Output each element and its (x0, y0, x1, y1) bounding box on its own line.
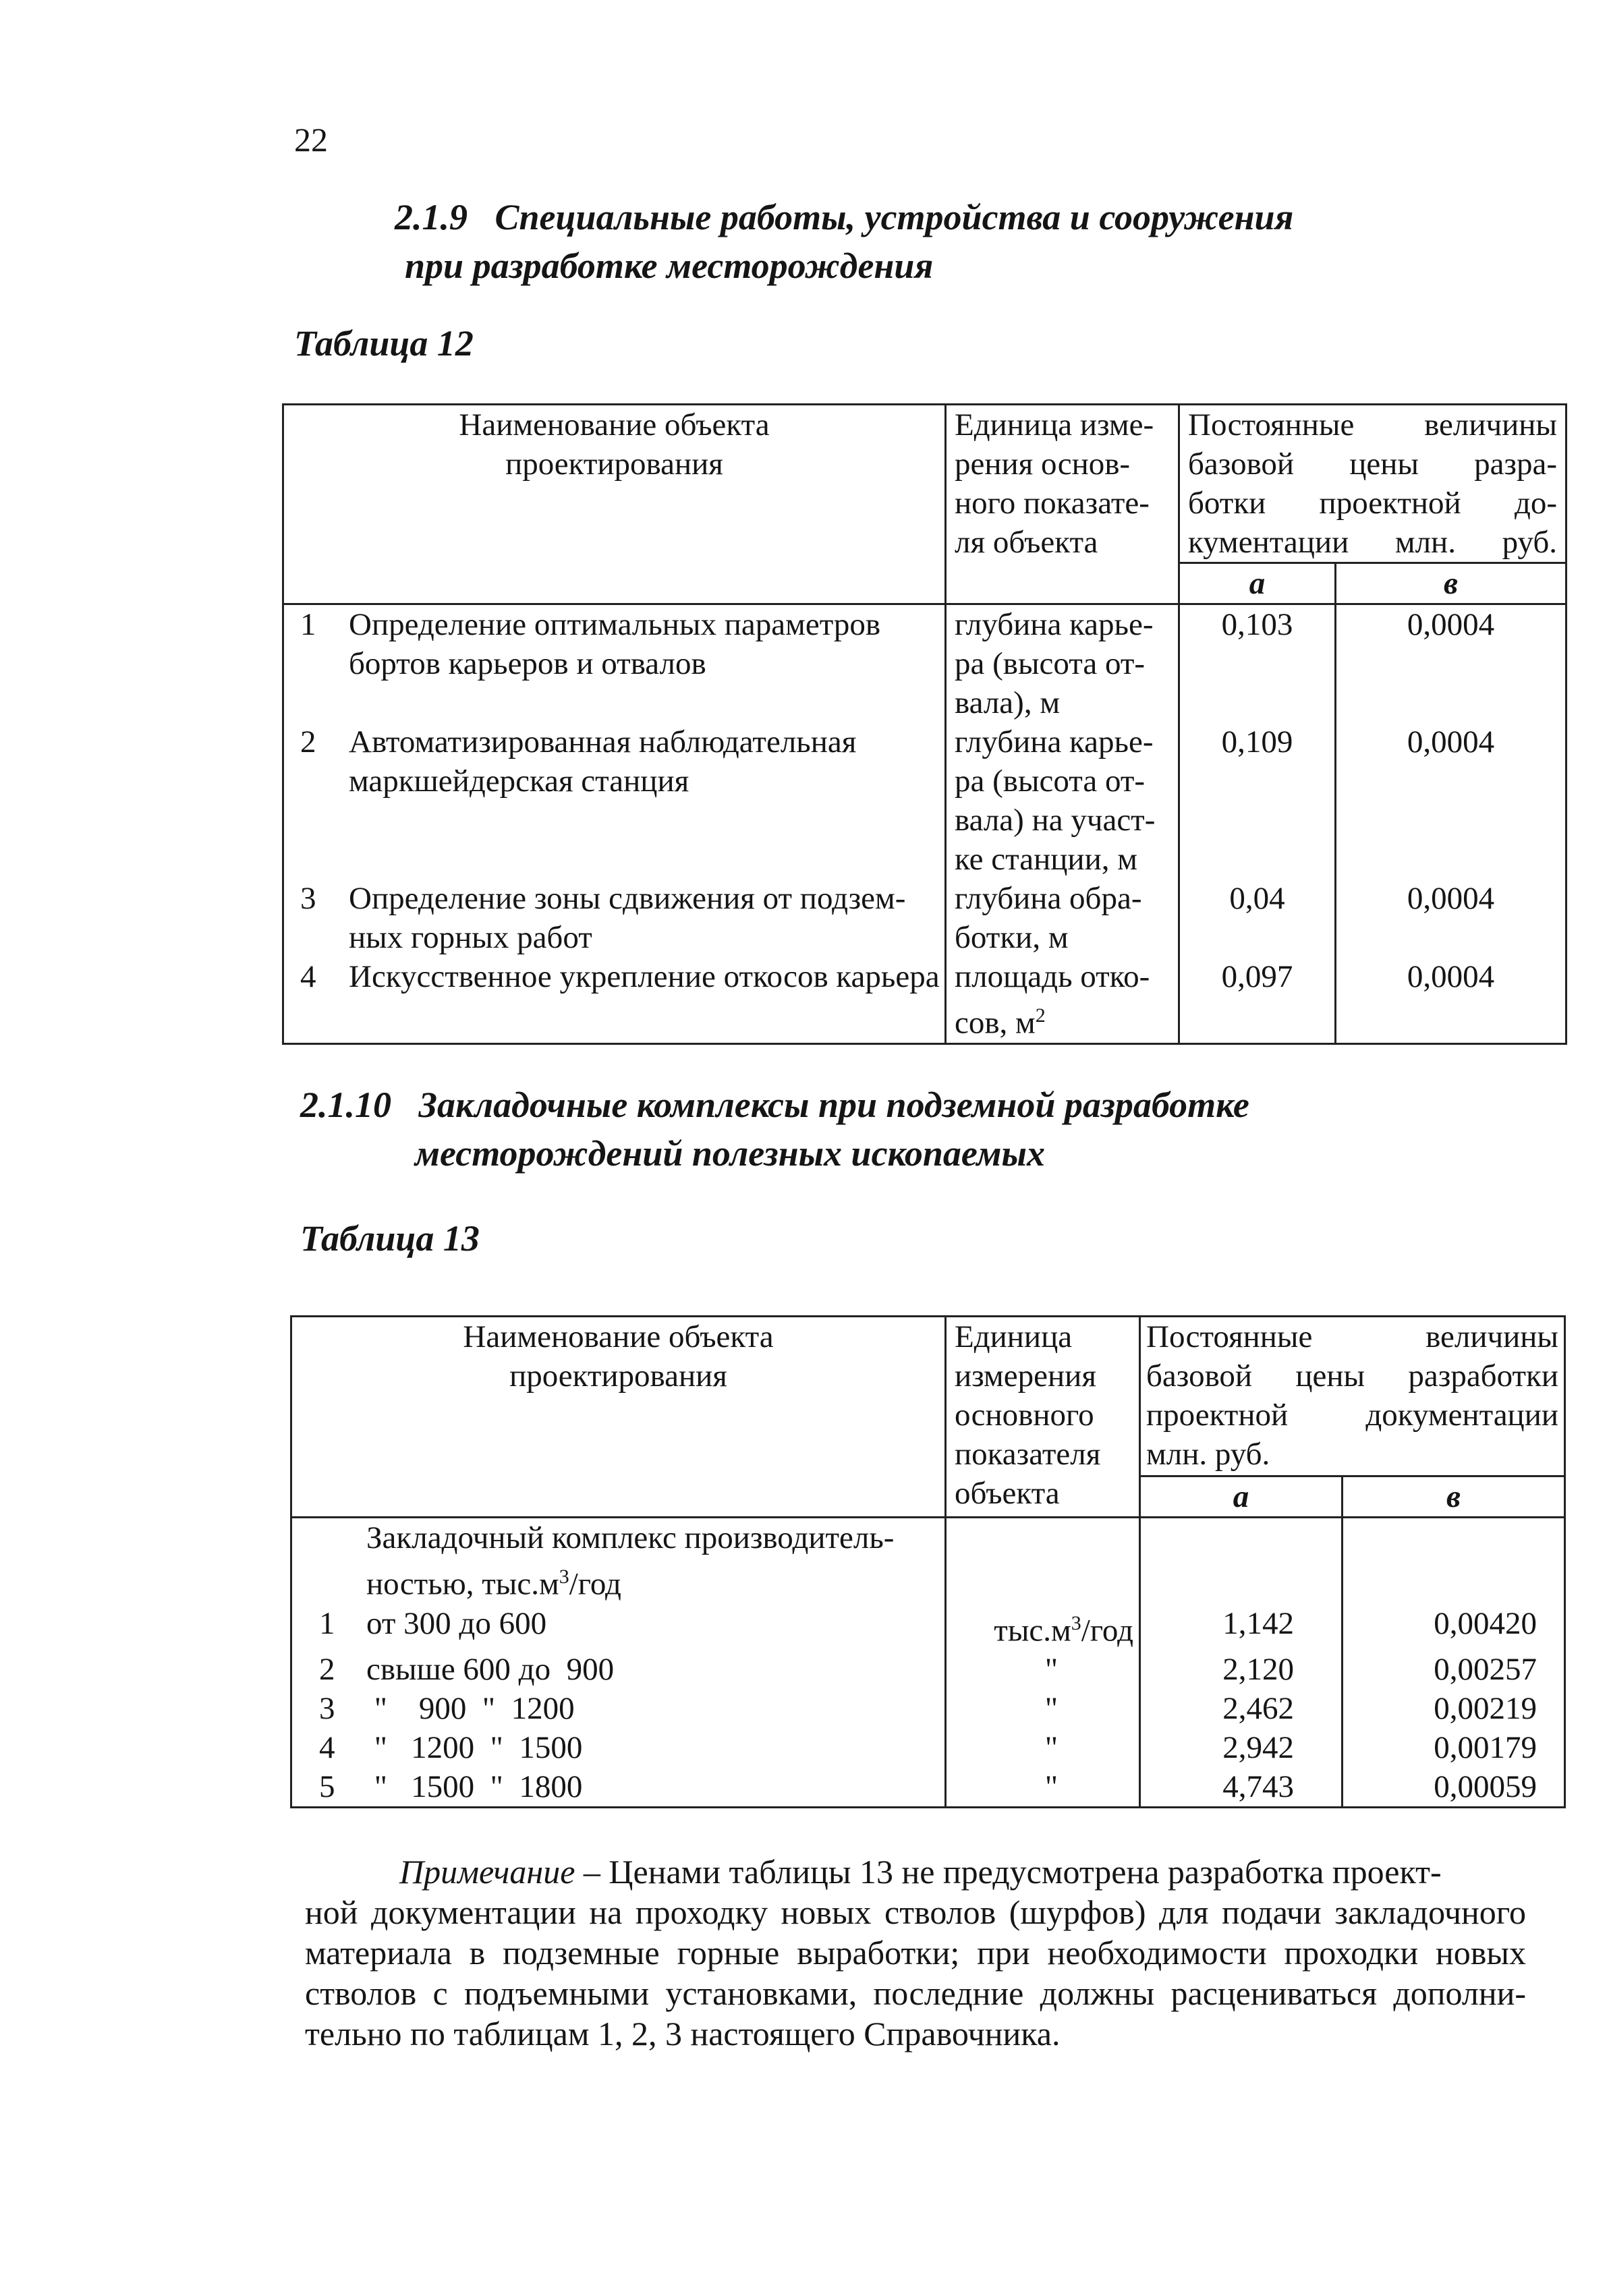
table-row (283, 604, 1566, 723)
row-unit: $тыс.м^3$/год (946, 1604, 1140, 1651)
row-a: 0,04 (1179, 879, 1336, 957)
header-b: в (1336, 563, 1566, 604)
row-b: 0,00179 (1343, 1728, 1565, 1767)
row-b: 0,00219 (1343, 1689, 1565, 1728)
table-row (291, 1650, 1565, 1689)
section-title: Закладочные комплексы при подземной разработке (418, 1085, 1249, 1125)
table-13 (290, 1315, 1566, 1808)
section-heading-2110-line2: месторождений полезных ископаемых (415, 1133, 1045, 1174)
row-unit: площадь отко- сов, $м^2$ (946, 957, 1179, 1043)
table-row (291, 1689, 1565, 1728)
row-name: 4 Искусственное укрепление откосов карьера (283, 957, 946, 1043)
table-row (291, 1604, 1565, 1651)
row-a: 4,743 (1140, 1767, 1343, 1808)
row-name: 5 " 1500 " 1800 (291, 1767, 946, 1808)
row-b: 0,00059 (1343, 1767, 1565, 1808)
header-a: а (1179, 563, 1336, 604)
table-group-row (291, 1518, 1565, 1604)
row-b: 0,00420 (1343, 1604, 1565, 1651)
row-unit: " (946, 1767, 1140, 1808)
header-unit: Единица измерения основного показателя объекта (946, 1317, 1140, 1518)
table-row (283, 879, 1566, 957)
note-line: материала в подземные горные выработки; при необходимости проходки новых (305, 1934, 1526, 1972)
row-unit: глубина карье- ра (высота от- вала) на участ- ке станции, м (946, 722, 1179, 879)
table13-caption: Таблица 13 (300, 1218, 480, 1259)
row-name: 1 Определение оптимальных параметров бортов карьеров и отвалов (283, 604, 946, 723)
row-unit: глубина карье- ра (высота от- вала), м (946, 604, 1179, 723)
row-b: 0,0004 (1336, 604, 1566, 723)
table-row (283, 722, 1566, 879)
row-name: 2 свыше 600 до 900 (291, 1650, 946, 1689)
header-a: а (1140, 1476, 1343, 1518)
header-name: Наименование объекта проектирования (283, 405, 946, 604)
note-label: Примечание (399, 1853, 575, 1891)
note-line: стволов с подъемными установками, последние должны расцениваться дополни- (305, 1974, 1526, 2012)
page-number: 22 (294, 121, 328, 159)
row-a: 0,103 (1179, 604, 1336, 723)
section-heading-219-line2: при разработке месторождения (405, 246, 934, 286)
header-b: в (1343, 1476, 1565, 1518)
note (305, 1852, 1526, 2054)
row-unit: " (946, 1689, 1140, 1728)
note-line: ной документации на проходку новых стволов (шурфов) для подачи закладочного (305, 1893, 1526, 1931)
row-a: 2,942 (1140, 1728, 1343, 1767)
row-b: 0,0004 (1336, 879, 1566, 957)
row-name: 3 " 900 " 1200 (291, 1689, 946, 1728)
row-a: 1,142 (1140, 1604, 1343, 1651)
group-title: Закладочный комплекс производитель- ностью, $тыс.м^3$/год (291, 1518, 946, 1604)
table-row (283, 957, 1566, 1043)
table-header-row (283, 405, 1566, 563)
header-name: Наименование объекта проектирования (291, 1317, 946, 1518)
row-name: 4 " 1200 " 1500 (291, 1728, 946, 1767)
header-const: Постоянные величины базовой цены разра- ботки проектной до- кументации млн. руб. (1179, 405, 1566, 563)
row-unit: " (946, 1650, 1140, 1689)
note-line: тельно по таблицам 1, 2, 3 настоящего Справочника. (305, 2015, 1061, 2053)
row-a: 0,097 (1179, 957, 1336, 1043)
table-12 (282, 403, 1567, 1045)
row-a: 2,120 (1140, 1650, 1343, 1689)
row-a: 0,109 (1179, 722, 1336, 879)
row-b: 0,00257 (1343, 1650, 1565, 1689)
section-heading-2110 (300, 1081, 1249, 1129)
row-unit: глубина обра- ботки, м (946, 879, 1179, 957)
header-const: Постоянные величины базовой цены разработки проектной документации млн. руб. (1140, 1317, 1565, 1476)
section-heading-219 (395, 193, 1293, 241)
row-name: 3 Определение зоны сдвижения от подзем- ных горных работ (283, 879, 946, 957)
row-name: 1 от 300 до 600 (291, 1604, 946, 1651)
table-header-row (291, 1317, 1565, 1476)
row-b: 0,0004 (1336, 722, 1566, 879)
section-number: 2.1.9 (395, 197, 468, 237)
table-row (291, 1767, 1565, 1808)
header-unit: Единица изме- рения основ- ного показате- ля объекта (946, 405, 1179, 604)
section-title: Специальные работы, устройства и сооружения (495, 197, 1294, 237)
row-b: 0,0004 (1336, 957, 1566, 1043)
table-row (291, 1728, 1565, 1767)
row-name: 2 Автоматизированная наблюдательная маркшейдерская станция (283, 722, 946, 879)
note-line: Примечание – Ценами таблицы 13 не предусмотрена разработка проект- (399, 1853, 1442, 1891)
table12-caption: Таблица 12 (294, 323, 474, 364)
row-unit: " (946, 1728, 1140, 1767)
section-number: 2.1.10 (300, 1085, 391, 1125)
row-a: 2,462 (1140, 1689, 1343, 1728)
